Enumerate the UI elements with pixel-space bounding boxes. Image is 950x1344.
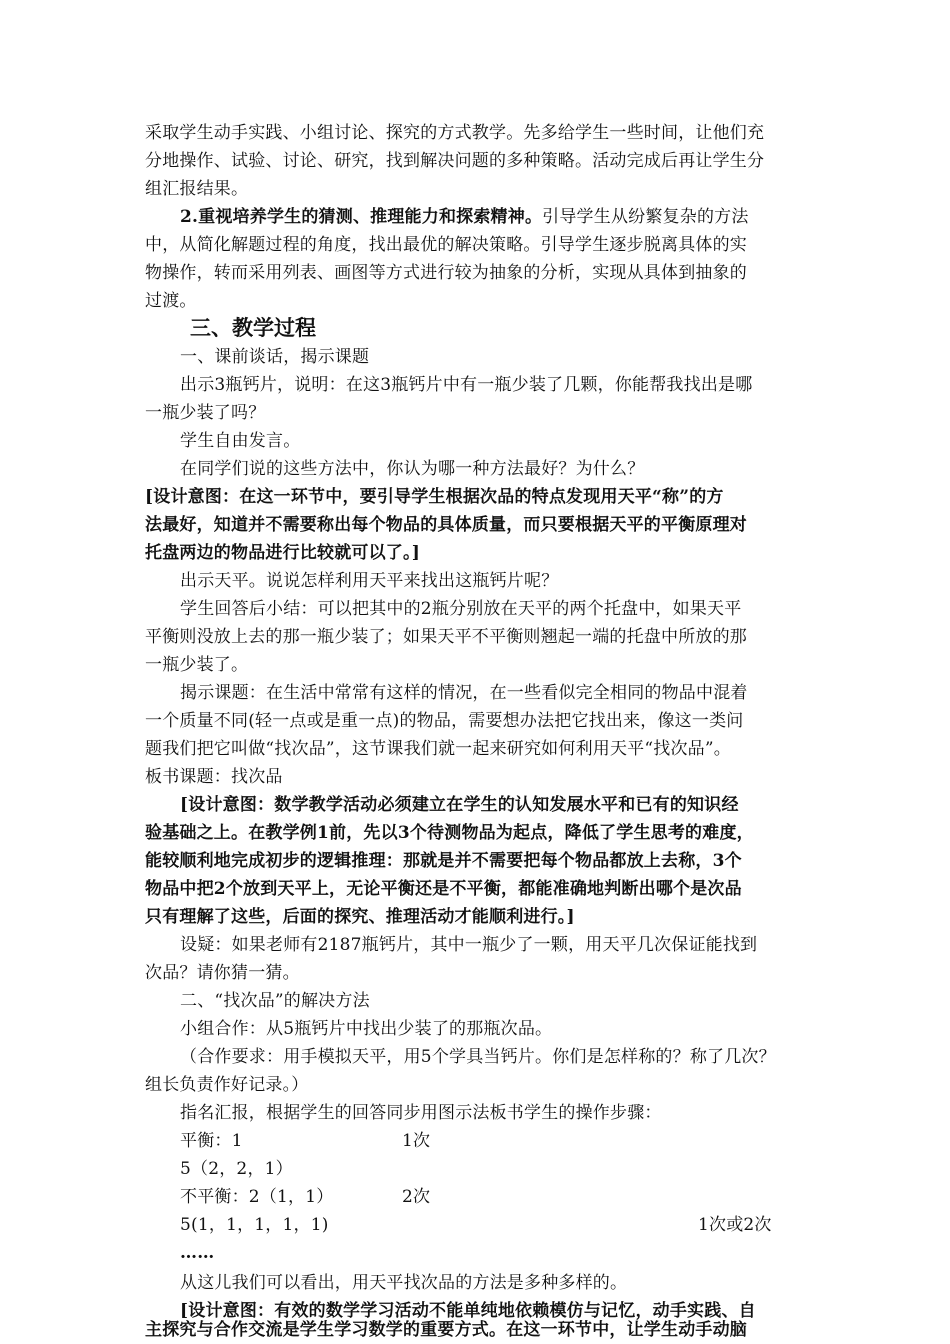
strategy-1-line-3: 组汇报结果。 <box>145 179 249 199</box>
design-intent-3-line-1: [设计意图：有效的数学学习活动不能单纯地依赖模仿与记忆，动手实践、自 <box>180 1301 756 1321</box>
hypothesis-line-1: 设疑：如果老师有2187瓶钙片，其中一瓶少了一颗，用天平几次保证能找到 <box>180 935 758 955</box>
strategy-2-line-2: 中，从简化解题过程的角度，找出最优的解决策略。引导学生逐步脱离具体的实 <box>145 235 747 255</box>
board-row-3 <box>180 1183 820 1211</box>
strategy-1-line-1: 采取学生动手实践、小组讨论、探究的方式教学。先多给学生一些时间，让他们充 <box>145 123 765 143</box>
strategy-2-line-1-rest: 引导学生从纷繁复杂的方法 <box>542 207 749 227</box>
board-row-3-left: 不平衡：2（1，1） <box>180 1187 334 1207</box>
board-row-4-right: 1次或2次 <box>698 1215 772 1235</box>
part-1-heading: 一、课前谈话，揭示课题 <box>180 347 370 367</box>
show-bottles-line-2: 一瓶少装了吗？ <box>145 403 266 423</box>
reveal-topic-line-3: 题我们把它叫做“找次品”，这节课我们就一起来研究如何利用天平“找次品”。 <box>145 739 731 759</box>
design-intent-2-line-5: 只有理解了这些，后面的探究、推理活动才能顺利进行。] <box>145 907 575 927</box>
requirements-line-1: （合作要求：用手模拟天平，用5个学具当钙片。你们是怎样称的？称了几次？ <box>180 1047 776 1067</box>
board-row-2-left: 5（2，2，1） <box>180 1159 293 1179</box>
section-heading: 三、教学过程 <box>190 315 316 340</box>
strategy-2-line-4: 过渡。 <box>145 291 197 311</box>
summary-line-1: 学生回答后小结：可以把其中的2瓶分别放在天平的两个托盘中，如果天平 <box>180 599 742 619</box>
requirements-line-2: 组长负责作好记录。） <box>145 1075 309 1095</box>
reveal-topic-line-1: 揭示课题：在生活中常常有这样的情况，在一些看似完全相同的物品中混着 <box>180 683 748 703</box>
part-2-heading: 二、“找次品”的解决方法 <box>180 991 370 1011</box>
conclusion: 从这儿我们可以看出，用天平找次品的方法是多种多样的。 <box>180 1273 628 1293</box>
show-balance: 出示天平。说说怎样利用天平来找出这瓶钙片呢？ <box>180 571 559 591</box>
design-intent-2-line-2: 验基础之上。在教学例1前，先以3个待测物品为起点，降低了学生思考的难度， <box>145 823 754 843</box>
summary-line-2: 平衡则没放上去的那一瓶少装了；如果天平不平衡则翘起一端的托盘中所放的那 <box>145 627 747 647</box>
board-row-4 <box>180 1211 820 1239</box>
strategy-2-line-1 <box>180 203 820 231</box>
group-work: 小组合作：从5瓶钙片中找出少装了的那瓶次品。 <box>180 1019 553 1039</box>
which-best: 在同学们说的这些方法中，你认为哪一种方法最好？为什么？ <box>180 459 645 479</box>
strategy-2-line-3: 物操作，转而采用列表、画图等方式进行较为抽象的分析，实现从具体到抽象的 <box>145 263 747 283</box>
reveal-topic-line-2: 一个质量不同(轻一点或是重一点)的物品，需要想办法把它找出来，像这一类问 <box>145 711 744 731</box>
design-intent-2-line-4: 物品中把2个放到天平上，无论平衡还是不平衡，都能准确地判断出哪个是次品 <box>145 879 742 899</box>
board-row-1-right: 1次 <box>402 1131 431 1151</box>
summary-line-3: 一瓶少装了。 <box>145 655 249 675</box>
show-bottles-line-1: 出示3瓶钙片，说明：在这3瓶钙片中有一瓶少装了几颗，你能帮我找出是哪 <box>180 375 753 395</box>
report-instruction: 指名汇报，根据学生的回答同步用图示法板书学生的操作步骤： <box>180 1103 662 1123</box>
board-row-2 <box>180 1155 820 1183</box>
design-intent-1-line-2: 法最好，知道并不需要称出每个物品的具体质量，而只要根据天平的平衡原理对 <box>145 515 747 535</box>
strategy-2-lead: 2.重视培养学生的猜测、推理能力和探索精神。 <box>180 207 543 227</box>
design-intent-2-line-1: [设计意图：数学教学活动必须建立在学生的认知发展水平和已有的知识经 <box>180 795 739 815</box>
reveal-topic-line-4: 板书课题：找次品 <box>145 767 283 787</box>
hypothesis-line-2: 次品？请你猜一猜。 <box>145 963 300 983</box>
board-row-5: …… <box>180 1243 215 1263</box>
design-intent-3-line-2: 主探究与合作交流是学生学习数学的重要方式。在这一环节中，让学生动手动脑 <box>145 1320 747 1340</box>
board-row-3-right: 2次 <box>402 1187 431 1207</box>
strategy-1-line-2: 分地操作、试验、讨论、研究，找到解决问题的多种策略。活动完成后再让学生分 <box>145 151 765 171</box>
design-intent-1-line-3: 托盘两边的物品进行比较就可以了。] <box>145 543 420 563</box>
students-speak: 学生自由发言。 <box>180 431 301 451</box>
board-row-4-left: 5(1，1，1，1，1) <box>180 1215 329 1235</box>
design-intent-2-line-3: 能较顺利地完成初步的逻辑推理：那就是并不需要把每个物品都放上去称，3个 <box>145 851 742 871</box>
design-intent-1-line-1: [设计意图：在这一环节中，要引导学生根据次品的特点发现用天平“称”的方 <box>145 487 724 507</box>
board-row-1-left: 平衡：1 <box>180 1131 243 1151</box>
board-row-1 <box>180 1127 820 1155</box>
